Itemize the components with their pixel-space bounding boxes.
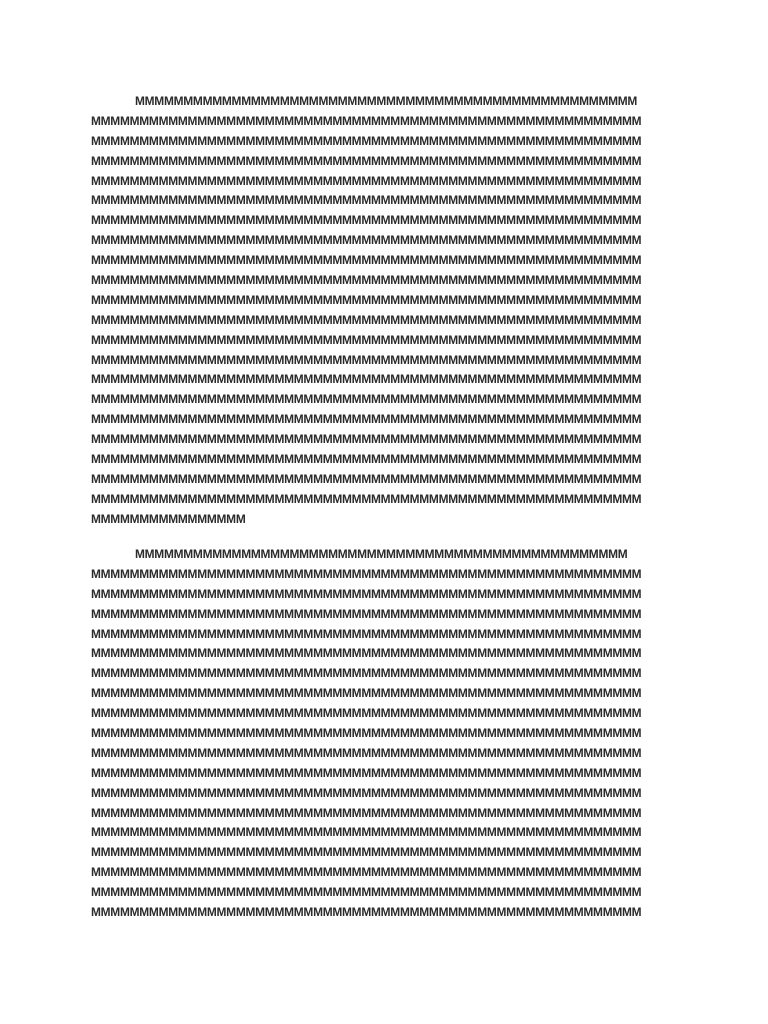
text-line: MMMMMMMMMMMMMMMMMMMMMMMMMMMMMMMMMMMMMMMMMMMMMMMMMMMMMMMMM — [91, 865, 642, 880]
text-line: MMMMMMMMMMMMMMMMMMMMMMMMMMMMMMMMMMMMMMMMMMMMMMMMMMMMMMMMM — [91, 825, 642, 840]
text-line: MMMMMMMMMMMMMMMMMMMMMMMMMMMMMMMMMMMMMMMMMMMMMMMMMMMMMMMMM — [91, 726, 642, 741]
text-line: MMMMMMMMMMMMMMMMMMMMMMMMMMMMMMMMMMMMMMMMMMMMMMMMMMMMMMMMM — [91, 312, 642, 327]
text-line: MMMMMMMMMMMMMMMMMMMMMMMMMMMMMMMMMMMMMMMMMMMMMMMMMMMMMMMMM — [91, 785, 642, 800]
text-line: MMMMMMMMMMMMMMMMMMMMMMMMMMMMMMMMMMMMMMMMMMMMMMMMMMMMMMMMM — [91, 372, 642, 387]
text-line: MMMMMMMMMMMMMMMMMMMMMMMMMMMMMMMMMMMMMMMMMMMMMMMMMMMMMMMMM — [91, 193, 642, 208]
text-line: MMMMMMMMMMMMMMMMMMMMMMMMMMMMMMMMMMMMMMMMMMMMMMMMMMMMMMMMM — [91, 253, 642, 268]
text-line: MMMMMMMMMMMMMMMMMMMMMMMMMMMMMMMMMMMMMMMMMMMMMMMMMMMMMMMMM — [91, 452, 642, 467]
text-line: MMMMMMMMMMMMMMMMMMMMMMMMMMMMMMMMMMMMMMMMMMMMMMMMMMMMMMMMM — [91, 606, 642, 621]
text-line: MMMMMMMMMMMMMMMMMMMMMMMMMMMMMMMMMMMMMMMMMMMMMMMMMMMMMMMMM — [91, 432, 642, 447]
text-line: MMMMMMMMMMMMMMMMMMMMMMMMMMMMMMMMMMMMMMMMMMMMMMMMMMMMMMMMM — [91, 706, 642, 721]
text-line: MMMMMMMMMMMMMMMMMMMMMMMMMMMMMMMMMMMMMMMMMMMMMMMMMMMMMMMMM — [91, 173, 642, 188]
text-line: MMMMMMMMMMMMMMMMMMMMMMMMMMMMMMMMMMMMMMMMMMMMMMMMMMMMMMMMM — [91, 412, 642, 427]
text-line: MMMMMMMMMMMMMMMMMMMMMMMMMMMMMMMMMMMMMMMMMMMMMMMMMMMMMMMMM — [91, 745, 642, 760]
text-line: MMMMMMMMMMMMMMMMMMMMMMMMMMMMMMMMMMMMMMMMMMMMMMMMMMMMMMMMM — [91, 765, 642, 780]
text-line: MMMMMMMMMMMMMMMMMMMMMMMMMMMMMMMMMMMMMMMMMMMMMMMMMMMMMMMMM — [91, 471, 642, 486]
text-line: MMMMMMMMMMMMMMMMMMMMMMMMMMMMMMMMMMMMMMMMMMMMMMMMMMMMMMMMM — [91, 153, 642, 168]
text-line: MMMMMMMMMMMMMMMMMMMMMMMMMMMMMMMMMMMMMMMMMMMMMMMMMMMMMMMMM — [91, 626, 642, 641]
text-line: MMMMMMMMMMMMMMMMMMMMMMMMMMMMMMMMMMMMMMMMMMMMMMMMMMMMMMMMM — [91, 885, 642, 900]
text-line: MMMMMMMMMMMMMMMMMMMMMMMMMMMMMMMMMMMMMMMMMMMMMMMMMMMMMMMMM — [91, 491, 642, 506]
text-line: MMMMMMMMMMMMMMMMMMMMMMMMMMMMMMMMMMMMMMMMMMMMMMMMMMMMMMMMM — [91, 666, 642, 681]
text-line: MMMMMMMMMMMMMMMMMMMMMMMMMMMMMMMMMMMMMMMMMMMMMMMMMMMMMMMMM — [91, 292, 642, 307]
text-line: MMMMMMMMMMMMMMMMMMMMMMMMMMMMMMMMMMMMMMMMMMMMMMMMMMMMMMMMM — [91, 845, 642, 860]
text-line: MMMMMMMMMMMMMMMMMMMMMMMMMMMMMMMMMMMMMMMMMMMMMMMMMMMMMMMMM — [91, 213, 642, 228]
text-line: MMMMMMMMMMMMMMMMMMMMMMMMMMMMMMMMMMMMMMMMMMMMMMMMMMMMMMMMM — [91, 566, 642, 581]
text-line: MMMMMMMMMMMMMMMMMMMMMMMMMMMMMMMMMMMMMMMMMMMMMMMMMMMMMMMMM — [91, 686, 642, 701]
text-line: MMMMMMMMMMMMMMMM — [91, 511, 246, 526]
text-line: MMMMMMMMMMMMMMMMMMMMMMMMMMMMMMMMMMMMMMMMMMMMMMMMMMM — [135, 547, 628, 561]
text-line: MMMMMMMMMMMMMMMMMMMMMMMMMMMMMMMMMMMMMMMMMMMMMMMMMMMMMMMMM — [91, 586, 642, 601]
text-line: MMMMMMMMMMMMMMMMMMMMMMMMMMMMMMMMMMMMMMMMMMMMMMMMMMMMMMMMM — [91, 332, 642, 347]
text-line: MMMMMMMMMMMMMMMMMMMMMMMMMMMMMMMMMMMMMMMMMMMMMMMMMMMMMMMMM — [91, 805, 642, 820]
text-line: MMMMMMMMMMMMMMMMMMMMMMMMMMMMMMMMMMMMMMMMMMMMMMMMMMMMMMMMM — [91, 392, 642, 407]
paragraph-2 — [91, 545, 691, 923]
text-line: MMMMMMMMMMMMMMMMMMMMMMMMMMMMMMMMMMMMMMMMMMMMMMMMMMMMMMMMM — [91, 133, 642, 148]
paragraph-1 — [91, 92, 691, 530]
text-line: MMMMMMMMMMMMMMMMMMMMMMMMMMMMMMMMMMMMMMMMMMMMMMMMMMMMMMMMM — [91, 113, 642, 128]
text-line: MMMMMMMMMMMMMMMMMMMMMMMMMMMMMMMMMMMMMMMMMMMMMMMMMMMMMMMMM — [91, 233, 642, 248]
text-line: MMMMMMMMMMMMMMMMMMMMMMMMMMMMMMMMMMMMMMMMMMMMMMMMMMMMMMMMM — [91, 905, 642, 920]
text-line: MMMMMMMMMMMMMMMMMMMMMMMMMMMMMMMMMMMMMMMMMMMMMMMMMMMMMMMMM — [91, 646, 642, 661]
text-line: MMMMMMMMMMMMMMMMMMMMMMMMMMMMMMMMMMMMMMMMMMMMMMMMMMMMMMMMM — [91, 352, 642, 367]
text-line: MMMMMMMMMMMMMMMMMMMMMMMMMMMMMMMMMMMMMMMMMMMMMMMMMMMM — [135, 94, 638, 108]
text-line: MMMMMMMMMMMMMMMMMMMMMMMMMMMMMMMMMMMMMMMMMMMMMMMMMMMMMMMMM — [91, 273, 642, 288]
